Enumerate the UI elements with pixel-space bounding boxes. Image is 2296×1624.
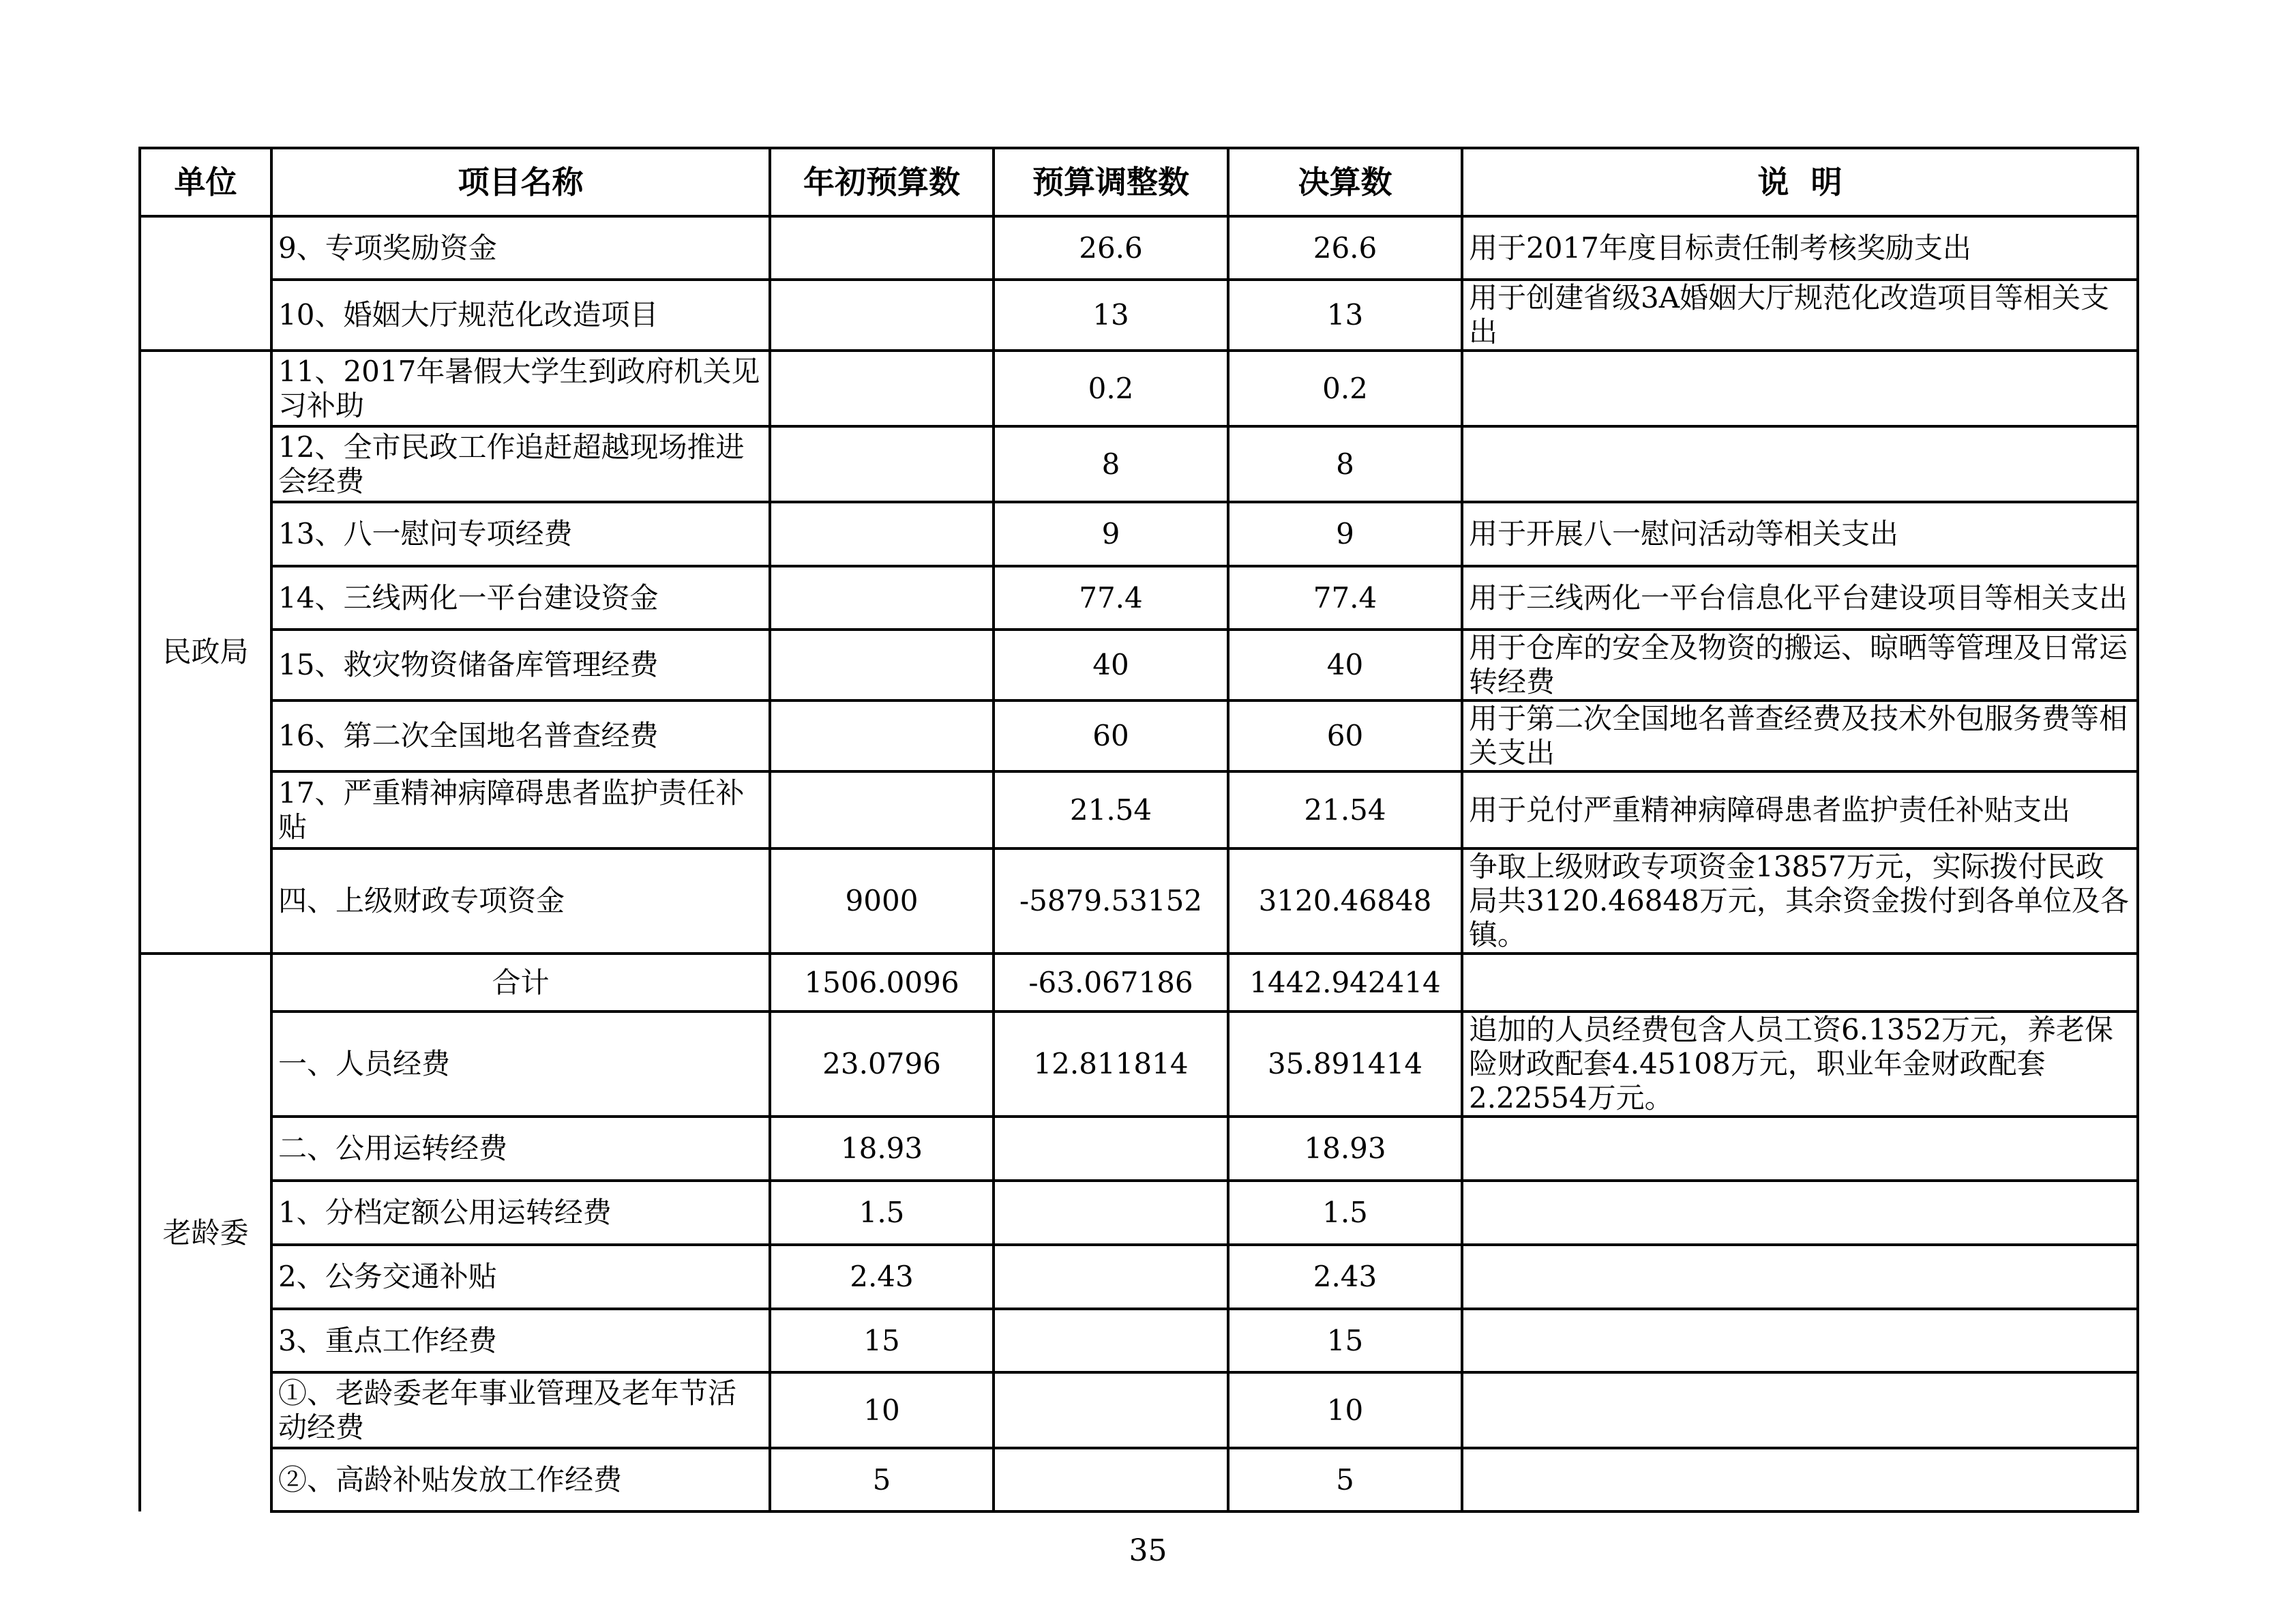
unit-cell xyxy=(140,216,271,351)
adjust-cell xyxy=(994,1372,1228,1448)
final-cell: 2.43 xyxy=(1228,1245,1462,1309)
adjust-cell xyxy=(994,1245,1228,1309)
table-row xyxy=(140,1245,2138,1309)
table-row xyxy=(140,1309,2138,1372)
table-row xyxy=(140,351,2138,426)
initial-cell: 18.93 xyxy=(770,1117,994,1181)
header-unit: 单位 xyxy=(140,148,271,216)
initial-cell xyxy=(770,566,994,630)
name-cell: 二、公用运转经费 xyxy=(271,1117,770,1181)
desc-cell: 用于仓库的安全及物资的搬运、晾晒等管理及日常运转经费 xyxy=(1462,630,2138,700)
desc-cell: 用于第二次全国地名普查经费及技术外包服务费等相关支出 xyxy=(1462,700,2138,771)
final-cell: 40 xyxy=(1228,630,1462,700)
initial-cell: 1506.0096 xyxy=(770,954,994,1012)
initial-cell xyxy=(770,502,994,566)
initial-cell: 9000 xyxy=(770,848,994,954)
adjust-cell: 0.2 xyxy=(994,351,1228,426)
desc-cell xyxy=(1462,1181,2138,1245)
name-cell: 一、人员经费 xyxy=(271,1012,770,1117)
adjust-cell: 60 xyxy=(994,700,1228,771)
name-cell: 12、全市民政工作追赶超越现场推进会经费 xyxy=(271,426,770,502)
table-row xyxy=(140,700,2138,771)
name-cell: 2、公务交通补贴 xyxy=(271,1245,770,1309)
initial-cell xyxy=(770,426,994,502)
final-cell: 77.4 xyxy=(1228,566,1462,630)
desc-cell: 用于创建省级3A婚姻大厅规范化改造项目等相关支出 xyxy=(1462,280,2138,351)
final-cell: 18.93 xyxy=(1228,1117,1462,1181)
adjust-cell: 8 xyxy=(994,426,1228,502)
name-cell: ②、高龄补贴发放工作经费 xyxy=(271,1448,770,1511)
table-row xyxy=(140,848,2138,954)
final-cell: 35.891414 xyxy=(1228,1012,1462,1117)
adjust-cell: -5879.53152 xyxy=(994,848,1228,954)
name-cell: 16、第二次全国地名普查经费 xyxy=(271,700,770,771)
table-row xyxy=(140,630,2138,700)
name-cell: 1、分档定额公用运转经费 xyxy=(271,1181,770,1245)
initial-cell: 1.5 xyxy=(770,1181,994,1245)
desc-cell: 用于开展八一慰问活动等相关支出 xyxy=(1462,502,2138,566)
final-cell: 13 xyxy=(1228,280,1462,351)
table-row xyxy=(140,954,2138,1012)
final-cell: 1442.942414 xyxy=(1228,954,1462,1012)
initial-cell xyxy=(770,630,994,700)
adjust-cell xyxy=(994,1448,1228,1511)
final-cell: 1.5 xyxy=(1228,1181,1462,1245)
initial-cell: 5 xyxy=(770,1448,994,1511)
desc-cell xyxy=(1462,1309,2138,1372)
initial-cell xyxy=(770,280,994,351)
desc-cell xyxy=(1462,426,2138,502)
name-cell: 四、上级财政专项资金 xyxy=(271,848,770,954)
desc-cell: 用于三线两化一平台信息化平台建设项目等相关支出 xyxy=(1462,566,2138,630)
final-cell: 60 xyxy=(1228,700,1462,771)
table-row xyxy=(140,1012,2138,1117)
adjust-cell: 77.4 xyxy=(994,566,1228,630)
adjust-cell: 21.54 xyxy=(994,771,1228,848)
initial-cell xyxy=(770,216,994,280)
name-cell: 合计 xyxy=(271,954,770,1012)
unit-cell: 老龄委 xyxy=(140,954,271,1511)
header-initial: 年初预算数 xyxy=(770,148,994,216)
desc-cell: 争取上级财政专项资金13857万元，实际拨付民政局共3120.46848万元，其余资金拨付到各单位及各镇。 xyxy=(1462,848,2138,954)
desc-cell: 用于兑付严重精神病障碍患者监护责任补贴支出 xyxy=(1462,771,2138,848)
name-cell: 15、救灾物资储备库管理经费 xyxy=(271,630,770,700)
name-cell: 14、三线两化一平台建设资金 xyxy=(271,566,770,630)
final-cell: 15 xyxy=(1228,1309,1462,1372)
final-cell: 26.6 xyxy=(1228,216,1462,280)
final-cell: 0.2 xyxy=(1228,351,1462,426)
initial-cell xyxy=(770,351,994,426)
final-cell: 21.54 xyxy=(1228,771,1462,848)
name-cell: 10、婚姻大厅规范化改造项目 xyxy=(271,280,770,351)
adjust-cell: 40 xyxy=(994,630,1228,700)
table-row xyxy=(140,771,2138,848)
final-cell: 8 xyxy=(1228,426,1462,502)
final-cell: 9 xyxy=(1228,502,1462,566)
initial-cell: 15 xyxy=(770,1309,994,1372)
adjust-cell: 26.6 xyxy=(994,216,1228,280)
name-cell: 3、重点工作经费 xyxy=(271,1309,770,1372)
desc-cell xyxy=(1462,1117,2138,1181)
table-row xyxy=(140,280,2138,351)
table-row xyxy=(140,1448,2138,1511)
final-cell: 5 xyxy=(1228,1448,1462,1511)
header-row xyxy=(140,148,2138,216)
desc-cell xyxy=(1462,1448,2138,1511)
budget-table xyxy=(138,147,2139,1513)
table-row xyxy=(140,1372,2138,1448)
name-cell: ①、老龄委老年事业管理及老年节活动经费 xyxy=(271,1372,770,1448)
desc-cell: 用于2017年度目标责任制考核奖励支出 xyxy=(1462,216,2138,280)
desc-cell xyxy=(1462,954,2138,1012)
initial-cell xyxy=(770,771,994,848)
desc-cell xyxy=(1462,351,2138,426)
table-row xyxy=(140,426,2138,502)
page-number: 35 xyxy=(1129,1533,1167,1568)
adjust-cell xyxy=(994,1117,1228,1181)
desc-cell xyxy=(1462,1245,2138,1309)
desc-cell xyxy=(1462,1372,2138,1448)
header-desc: 说 明 xyxy=(1462,148,2138,216)
table-row xyxy=(140,1181,2138,1245)
adjust-cell xyxy=(994,1309,1228,1372)
initial-cell: 23.0796 xyxy=(770,1012,994,1117)
table-row xyxy=(140,1117,2138,1181)
adjust-cell: 12.811814 xyxy=(994,1012,1228,1117)
final-cell: 10 xyxy=(1228,1372,1462,1448)
initial-cell xyxy=(770,700,994,771)
unit-cell: 民政局 xyxy=(140,351,271,954)
final-cell: 3120.46848 xyxy=(1228,848,1462,954)
name-cell: 11、2017年暑假大学生到政府机关见习补助 xyxy=(271,351,770,426)
table-row xyxy=(140,566,2138,630)
desc-cell: 追加的人员经费包含人员工资6.1352万元，养老保险财政配套4.45108万元，职业年金财政配套2.22554万元。 xyxy=(1462,1012,2138,1117)
initial-cell: 2.43 xyxy=(770,1245,994,1309)
header-final: 决算数 xyxy=(1228,148,1462,216)
header-adjust: 预算调整数 xyxy=(994,148,1228,216)
name-cell: 9、专项奖励资金 xyxy=(271,216,770,280)
initial-cell: 10 xyxy=(770,1372,994,1448)
adjust-cell: 13 xyxy=(994,280,1228,351)
header-name: 项目名称 xyxy=(271,148,770,216)
adjust-cell: 9 xyxy=(994,502,1228,566)
adjust-cell xyxy=(994,1181,1228,1245)
name-cell: 17、严重精神病障碍患者监护责任补贴 xyxy=(271,771,770,848)
name-cell: 13、八一慰问专项经费 xyxy=(271,502,770,566)
table-row xyxy=(140,216,2138,280)
adjust-cell: -63.067186 xyxy=(994,954,1228,1012)
table-row xyxy=(140,502,2138,566)
